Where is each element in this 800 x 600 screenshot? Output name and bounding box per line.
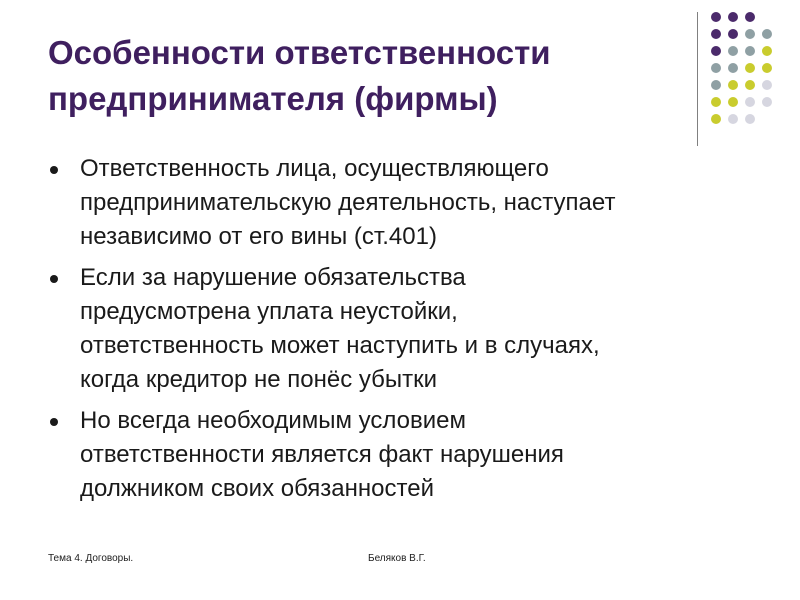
bullet-3-line-2: ответственности является факт нарушения: [80, 441, 564, 468]
decorative-dot: [728, 46, 738, 56]
decorative-dot: [711, 29, 721, 39]
bullet-2-line-4: когда кредитор не понёс убытки: [80, 366, 438, 393]
decorative-dot: [762, 29, 772, 39]
decorative-dot: [728, 97, 738, 107]
decorative-dot: [762, 97, 772, 107]
bullet-2-line-3: ответственность может наступить и в случаях,: [80, 332, 600, 359]
decorative-dot: [745, 46, 755, 56]
decorative-dot-grid: [711, 12, 775, 128]
decorative-dot: [711, 46, 721, 56]
title-divider-line: [697, 12, 698, 146]
decorative-dot: [711, 63, 721, 73]
bullet-dot-icon: [50, 418, 58, 426]
slide-title-line-2: предпринимателя (фирмы): [48, 80, 498, 117]
decorative-dot: [711, 12, 721, 22]
decorative-dot: [728, 114, 738, 124]
decorative-dot: [762, 63, 772, 73]
decorative-dot: [745, 80, 755, 90]
bullet-1-line-2: предпринимательскую деятельность, наступает: [80, 189, 616, 216]
decorative-dot: [762, 46, 772, 56]
decorative-dot: [728, 29, 738, 39]
bullet-2-line-1: Если за нарушение обязательства: [80, 264, 466, 291]
slide-title: [48, 30, 658, 122]
decorative-dot: [728, 80, 738, 90]
footer-author: Беляков В.Г.: [368, 553, 426, 564]
bullet-item-1: [50, 152, 750, 254]
bullet-dot-icon: [50, 275, 58, 283]
decorative-dot: [711, 97, 721, 107]
decorative-dot: [745, 12, 755, 22]
decorative-dot: [711, 114, 721, 124]
decorative-dot: [728, 63, 738, 73]
decorative-dot: [711, 80, 721, 90]
decorative-dot: [745, 29, 755, 39]
decorative-dot: [728, 12, 738, 22]
bullet-1-line-1: Ответственность лица, осуществляющего: [80, 155, 549, 182]
decorative-dot: [745, 63, 755, 73]
bullet-list: [50, 152, 750, 513]
bullet-item-3: [50, 404, 750, 506]
bullet-dot-icon: [50, 166, 58, 174]
slide-title-line-1: Особенности ответственности: [48, 34, 551, 71]
bullet-2-line-2: предусмотрена уплата неустойки,: [80, 298, 458, 325]
decorative-dot: [762, 80, 772, 90]
footer-topic: Тема 4. Договоры.: [48, 553, 134, 564]
bullet-1-line-3: независимо от его вины (ст.401): [80, 223, 437, 250]
decorative-dot: [745, 97, 755, 107]
bullet-3-line-3: должником своих обязанностей: [80, 475, 434, 502]
bullet-3-line-1: Но всегда необходимым условием: [80, 407, 467, 434]
decorative-dot: [745, 114, 755, 124]
bullet-item-2: [50, 261, 750, 397]
